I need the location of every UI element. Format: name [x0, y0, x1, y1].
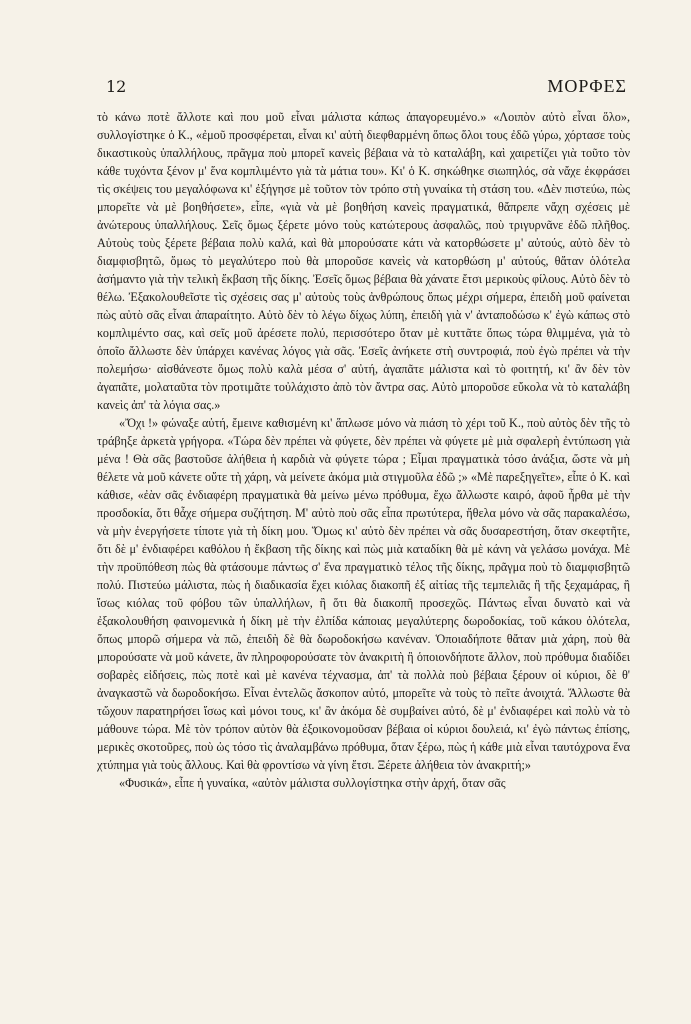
paragraph: τὸ κάνω ποτὲ ἄλλοτε καὶ που μοῦ εἶναι μάλιστα κάπως ἀπαγορευμένο.» «Λοιπὸν αὐτὸ εἶναι ὅλο», συλλογίστηκε ὁ Κ., «ἐμοῦ προσφέρεται, εἶναι κι' αὐτὴ διεφθαρμένη ὅπως ὅλοι τους ἐδῶ γύρω, χόρτασε τοὺς δικαστικοὺς ὑπαλλήλους, πρᾶγμα ποὺ μπορεῖ κανεὶς βέβαια νὰ τὸ καταλάβη, καὶ χαιρετίζει γιὰ τοῦτο τὸν κάθε τυχόντα ξένον μ' ἕνα κομπλιμέντο γιὰ τὰ μάτια του». Κι' ὁ Κ. σηκώθηκε σιωπηλός, σὰ νἄχε ἐκφράσει τὶς σκέψεις του μεγαλόφωνα κι' ἐξήγησε μὲ τοῦτον τὸν τρόπο στὴ γυναίκα τὴ στάση του. «Δὲν πιστεύω, πὼς μπορεῖτε νὰ μὲ βοηθήσετε», εἶπε, «γιὰ νὰ μὲ βοηθήση κανεὶς πραγματικά, θἄπρεπε νἄχη σχέσεις μὲ ἀνώτερους ὑπαλλήλους. Σεῖς ὅμως ξέρετε μόνο τοὺς κατώτερους ἀσφαλῶς, ποὺ τριγυρνᾶνε ἐδῶ πλῆθος. Αὐτοὺς τοὺς ξέρετε βέβαια πολὺ καλά, καὶ θὰ μπορούσατε κάτι νὰ κατορθώσετε μ' αὐτούς, αὐτὸ δὲν τὸ διαμφισβητῶ, ὅμως τὸ μεγαλύτερο ποὺ θὰ μποροῦσε κανεὶς νὰ κατορθώση μ' αὐτούς, θἄταν ὁλότελα ἀσήμαντο γιὰ τὴν τελικὴ ἔκβαση τῆς δίκης. Ἐσεῖς ὅμως βέβαια θὰ χάνατε ἔτσι μερικοὺς φίλους. Αὐτὸ δὲν τὸ θέλω. Ἐξακολουθεῖστε τὶς σχέσεις σας μ' αὐτοὺς τοὺς ἀνθρώπους ὅπως μέχρι σήμερα, ἐπειδὴ μοῦ φαίνεται πὼς αὐτὸ σᾶς εἶναι ἀπαραίτητο. Αὐτὸ δὲν τὸ λέγω δίχως λύπη, ἐπειδὴ γιὰ ν' ἀνταποδώσω κ' ἐγὼ κάπως στὸ κομπλιμέντο σας, καὶ σεῖς μοῦ ἀρέσετε πολύ, περισσότερο ὅταν μὲ κυττᾶτε ὅπως τώρα θλιμμένα, γιὰ τὸ ὁποῖο ἄλλωστε δὲν ὑπάρχει κανένας λόγος γιὰ σᾶς. Ἐσεῖς ἀνήκετε στὴ συντροφιά, ποὺ ἐγὼ πρέπει νὰ τὴν πολεμήσω· αἰσθάνεστε ὅμως πολὺ καλὰ μέσα σ' αὐτή, ἀγαπᾶτε μάλιστα καὶ τὸ φοιτητή, κι' ἂν δὲν τὸν ἀγαπᾶτε, μολαταῦτα τὸν προτιμᾶτε τοὐλάχιστο ἀπὸ τὸν ἄντρα σας. Αὐτὸ μποροῦσε εὔκολα νὰ τὸ καταλάβη κανεὶς ἀπ' τὰ λόγια σας.»: [97, 110, 630, 412]
paragraph: «Ὄχι !» φώναξε αὐτή, ἔμεινε καθισμένη κι' ἅπλωσε μόνο νὰ πιάση τὸ χέρι τοῦ Κ., ποὺ αὐτὸς δὲν τῆς τὸ τράβηξε ἀρκετὰ γρήγορα. «Τώρα δὲν πρέπει νὰ φύγετε, δὲν πρέπει νὰ φύγετε μὲ μιὰ σφαλερὴ ἐντύπωση γιὰ μένα ! Θὰ σᾶς βαστοῦσε ἀλήθεια ἡ καρδιὰ νὰ φύγετε τώρα ; Εἶμαι πραγματικὰ τόσο ἀνάξια, ὥστε νὰ μὴ θέλετε νὰ μοῦ κάνετε οὔτε τὴ χάρη, νὰ μείνετε ἀκόμα μιὰ στιγμοῦλα ἐδῶ ;» «Μὲ παρεξηγεῖτε», εἶπε ὁ Κ. καὶ κάθισε, «ἐὰν σᾶς ἐνδιαφέρη πραγματικὰ θὰ μείνω μένω πρόθυμα, ἔχω ἄλλωστε καιρό, ἀφοῦ ἦρθα μὲ τὴν προσδοκία, ὅτι θἆχε σήμερα συζήτηση. Μ' αὐτὸ ποὺ σᾶς εἶπα πρωτύτερα, ἤθελα μόνο νὰ σᾶς παρακαλέσω, νὰ μὴν ἐνεργήσετε τίποτε γιὰ τὴ δίκη μου. Ὅμως κι' αὐτὸ δὲν πρέπει νὰ σᾶς δυσαρεστήση, ὅταν σκεφτῆτε, ὅτι δὲ μ' ἐνδιαφέρει καθόλου ἡ ἔκβαση τῆς δίκης καὶ πὼς μιὰ καταδίκη θὰ μὲ κάνη νὰ γελάσω μονάχα. Μὲ τὴν προϋπόθεση πὼς θὰ φτάσουμε πάντως σ' ἕνα πραγματικὸ τέλος τῆς δίκης, πρᾶγμα ποὺ τὸ διαμφισβητῶ πολύ. Πιστεύω μάλιστα, πὼς ἡ διαδικασία ἔχει κιόλας διακοπῆ ἐξ αἰτίας τῆς τεμπελιᾶς ἢ τῆς ξεχαμάρας, ἢ ἴσως κιόλας τοῦ φόβου τῶν ὑπαλλήλων, ἢ ὅτι θὰ διακοπῆ προσεχῶς. Πάντως εἶναι δυνατὸ καὶ νὰ ἐξακολουθήση φαινομενικὰ ἡ δίκη μὲ τὴν ἐλπίδα κάποιας μεγαλύτερης δωροδοκίας, τοῦ κάκου ὁλότελα, ὅπως μπορῶ σήμερα νὰ πῶ, ἐπειδὴ δὲ θὰ δωροδοκήσω κανέναν. Ὁποιαδήποτε θἄταν μιὰ χάρη, ποὺ θὰ μπορούσατε νὰ μοῦ κάνετε, ἂν πληροφορούσατε τὸν ἀνακριτὴ ἢ ὁποιονδήποτε ἄλλον, ποὺ πρόθυμα διαδίδει σοβαρὲς εἰδήσεις, πὼς ποτὲ καὶ μὲ κανένα τέχνασμα, ἀπ' τὰ πολλὰ ποὺ βέβαια ξέρουν οἱ κύριοι, δὲ θ' ἀναγκαστῶ νὰ δωροδοκήσω. Εἶναι ἐντελῶς ἄσκοπον αὐτό, μπορεῖτε νὰ τοὺς τὸ πεῖτε ἀνοιχτά. Ἄλλωστε θὰ τὤχουν παρατηρήσει ἴσως καὶ μόνοι τους, κι' ἂν ἀκόμα δὲ συμβαίνει αὐτό, δὲ μ' ἐνδιαφέρει καὶ πολὺ νὰ τὸ μάθουνε τώρα. Μὲ τὸν τρόπον αὐτὸν θὰ ἐξοικονομοῦσαν βέβαια οἱ κύριοι δουλειά, κι' ἐγὼ πάντως ἐπίσης, μερικὲς σκοτοῦρες, ποὺ ὡς τόσο τὶς ἀναλαμβάνω πρόθυμα, ὅταν ξέρω, πὼς ἡ κάθε μιὰ εἶναι ταυτόχρονα ἕνα χτύπημα γιὰ τοὺς ἄλλους. Καὶ θὰ φροντίσω νὰ γίνη ἔτσι. Ξέρετε ἀλήθεια τὸν ἀνακριτή;»: [97, 416, 630, 772]
page-number: 12: [106, 77, 127, 96]
paragraph: «Φυσικά», εἶπε ἡ γυναίκα, «αὐτὸν μάλιστα συλλογίστηκα στὴν ἀρχή, ὅταν σᾶς: [119, 776, 506, 790]
page-header: [106, 76, 627, 97]
running-title: ΜΟΡΦΕΣ: [547, 76, 627, 96]
body-text: [97, 108, 630, 792]
